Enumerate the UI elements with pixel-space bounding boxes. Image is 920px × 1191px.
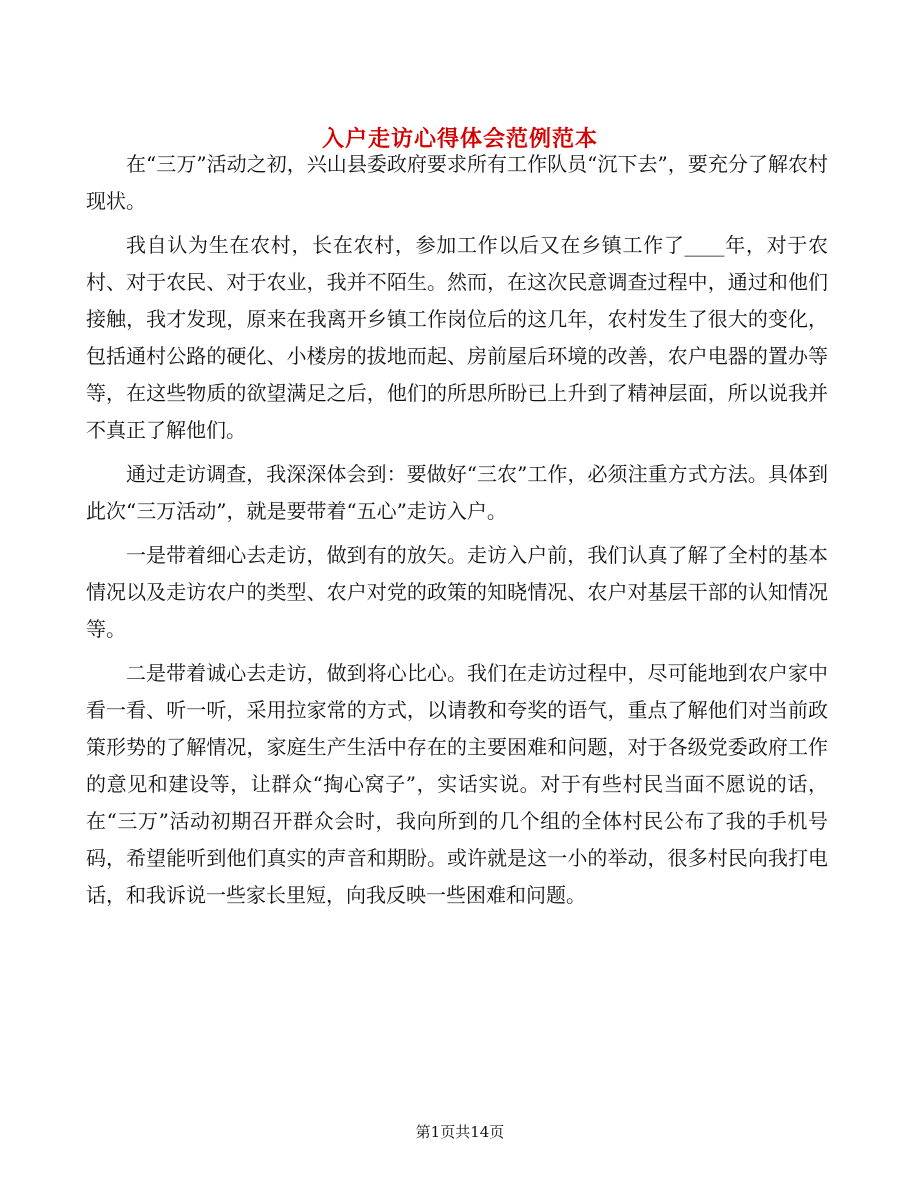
document-title: 入户走访心得体会范例范本: [321, 125, 598, 152]
paragraph-5: 二是带着诚心去走访，做到将心比心。我们在走访过程中，尽可能地到农户家中看一看、听一听，采用拉家常的方式，以请教和夸奖的语气，重点了解他们对当前政策形势的了解情况，家庭生产生活中存在的主要困难和问题，对于各级党委政府工作的意见和建设等，让群众“掏心窝子”，实话实说。对于有些村民当面不愿说的话，在“三万”活动初期召开群众会时，我向所到的几个组的全体村民公布了我的手机号码，希望能听到他们真实的声音和期盼。或许就是这一小的举动，很多村民向我打电话，和我诉说一些家长里短，向我反映一些困难和问题。: [86, 661, 828, 907]
page-number-footer: 第1页共14页: [415, 1123, 505, 1141]
document-body: [86, 146, 828, 921]
paragraph-3: 通过走访调查，我深深体会到：要做好“三农”工作，必须注重方式方法。具体到此次“三万活动”，就是要带着“五心”走访入户。: [86, 462, 828, 523]
paragraph-2: 我自认为生在农村，长在农村，参加工作以后又在乡镇工作了____年，对于农村、对于农民、对于农业，我并不陌生。然而，在这次民意调查过程中，通过和他们接触，我才发现，原来在我离开乡镇工作岗位后的这几年，农村发生了很大的变化，包括通村公路的硬化、小楼房的拔地而起、房前屋后环境的改善，农户电器的置办等等，在这些物质的欲望满足之后，他们的所思所盼已上升到了精神层面，所以说我并不真正了解他们。: [86, 233, 828, 442]
paragraph-4: 一是带着细心去走访，做到有的放矢。走访入户前，我们认真了解了全村的基本情况以及走访农户的类型、农户对党的政策的知晓情况、农户对基层干部的认知情况等。: [86, 543, 828, 641]
paragraph-1: 在“三万”活动之初，兴山县委政府要求所有工作队员“沉下去”，要充分了解农村现状。: [86, 152, 828, 213]
